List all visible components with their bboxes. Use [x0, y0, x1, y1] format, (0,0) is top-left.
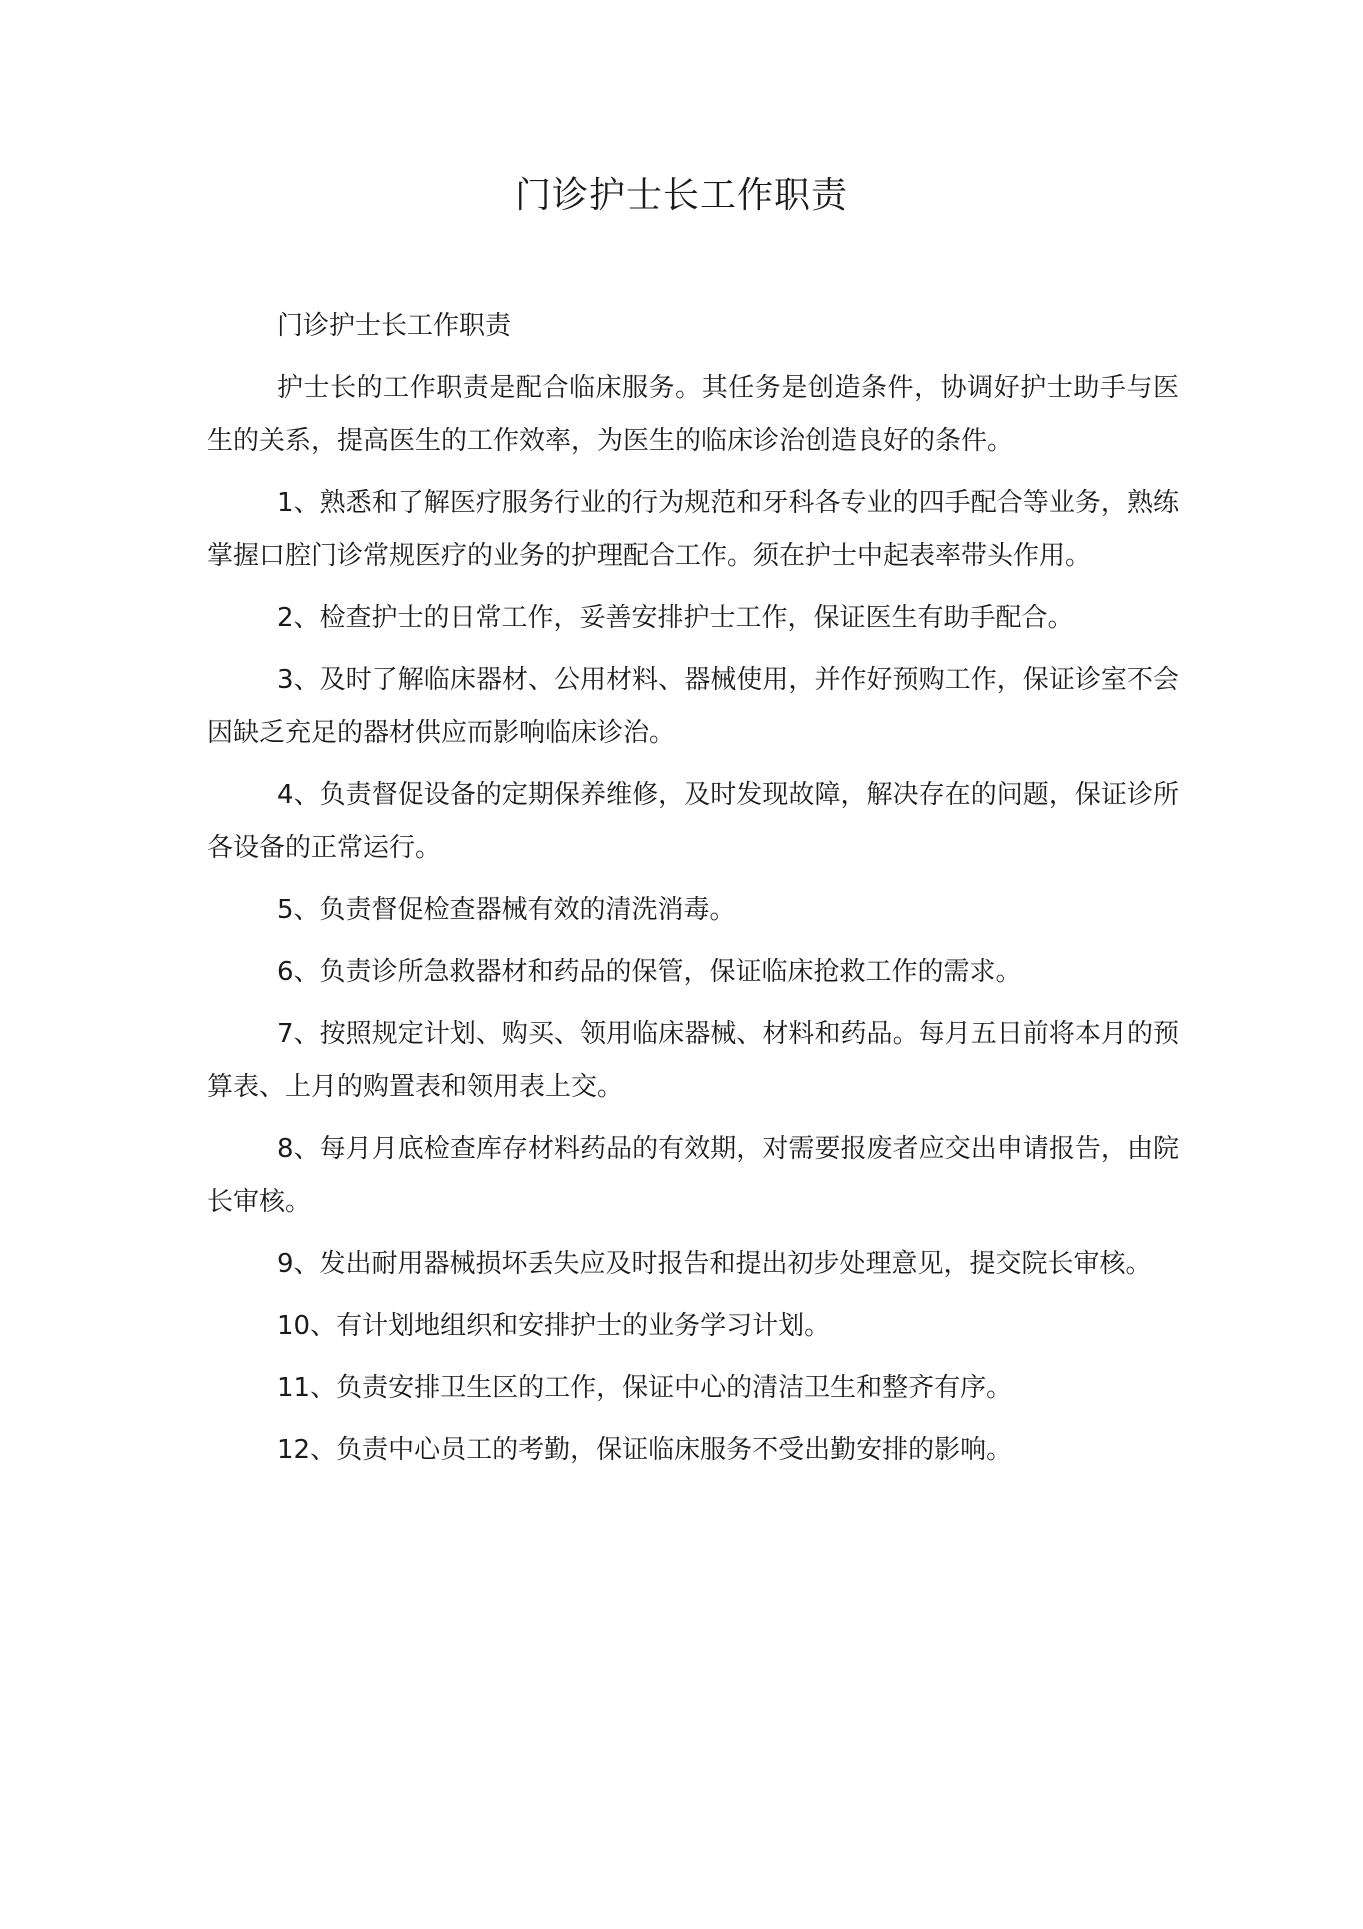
paragraph-item-10: 10、有计划地组织和安排护士的业务学习计划。 [277, 1311, 831, 1341]
document-body [207, 300, 1179, 1486]
paragraph-item-4: 4、负责督促设备的定期保养维修，及时发现故障，解决存在的问题，保证诊所各设备的正常运行。 [207, 780, 1179, 863]
paragraph-item-8: 8、每月月底检查库存材料药品的有效期，对需要报废者应交出申请报告，由院长审核。 [207, 1134, 1179, 1217]
paragraph-item-2: 2、检查护士的日常工作，妥善安排护士工作，保证医生有助手配合。 [277, 603, 1074, 633]
paragraph-item-5: 5、负责督促检查器械有效的清洗消毒。 [277, 895, 736, 925]
paragraph-item-3: 3、及时了解临床器材、公用材料、器械使用，并作好预购工作，保证诊室不会因缺乏充足的器材供应而影响临床诊治。 [207, 665, 1179, 748]
paragraph-item-7: 7、按照规定计划、购买、领用临床器械、材料和药品。每月五日前将本月的预算表、上月的购置表和领用表上交。 [207, 1019, 1179, 1102]
paragraph-intro: 护士长的工作职责是配合临床服务。其任务是创造条件，协调好护士助手与医生的关系，提高医生的工作效率，为医生的临床诊治创造良好的条件。 [207, 373, 1179, 456]
document-title: 门诊护士长工作职责 [514, 175, 848, 216]
paragraph-item-6: 6、负责诊所急救器材和药品的保管，保证临床抢救工作的需求。 [277, 957, 1022, 987]
paragraph-item-9: 9、发出耐用器械损坏丢失应及时报告和提出初步处理意见，提交院长审核。 [277, 1249, 1152, 1279]
paragraph-item-11: 11、负责安排卫生区的工作，保证中心的清洁卫生和整齐有序。 [277, 1373, 1013, 1403]
paragraph-item-1: 1、熟悉和了解医疗服务行业的行为规范和牙科各专业的四手配合等业务，熟练掌握口腔门诊常规医疗的业务的护理配合工作。须在护士中起表率带头作用。 [207, 488, 1179, 571]
paragraph-subtitle: 门诊护士长工作职责 [277, 311, 512, 341]
paragraph-item-12: 12、负责中心员工的考勤，保证临床服务不受出勤安排的影响。 [277, 1435, 1013, 1465]
